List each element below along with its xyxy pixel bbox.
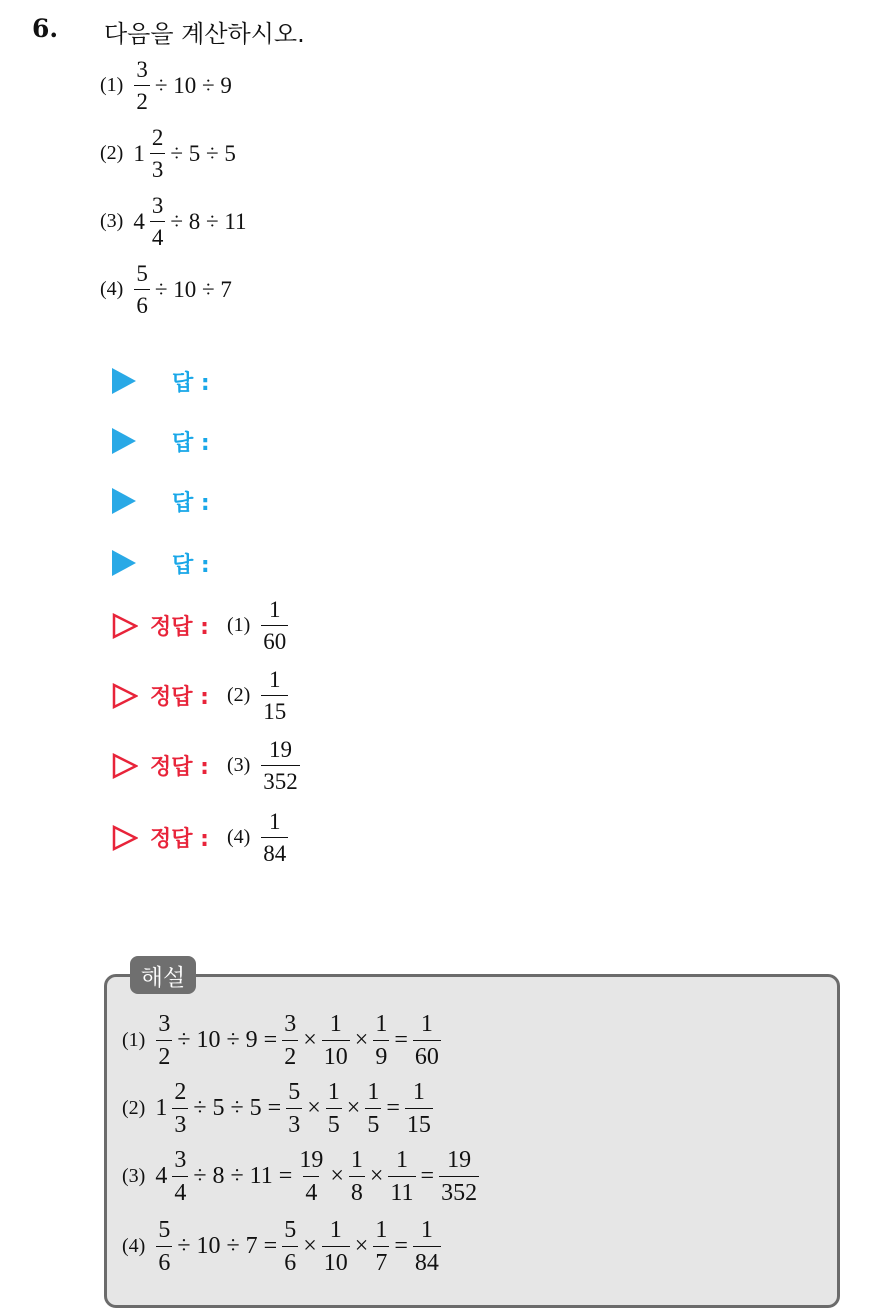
play-triangle-icon — [112, 428, 136, 454]
outline-triangle-icon — [112, 753, 138, 779]
fraction: $\frac{2}{3}$ — [174, 1079, 187, 1138]
solution-title: 해설 — [130, 956, 196, 994]
fraction: $\frac{1}{10}$ — [323, 1217, 348, 1276]
whole-part: 1 — [133, 140, 145, 166]
correct-answer-1 — [112, 598, 291, 653]
correct-value: (3) $\frac{19}{352}$ — [226, 737, 298, 794]
solution-line-1: (1) $\frac{3}{2}$ ÷ 10 ÷ 9 = $\frac{3}{2}$ × $\frac{1}{10}$ × $\frac{1}{9}$ = $\frac{1}{60}$ — [122, 1011, 439, 1070]
problem-operations: ÷ 10 ÷ 9 — [154, 72, 232, 98]
correct-tag: 정답 : — [150, 685, 209, 710]
play-triangle-icon — [112, 550, 136, 576]
outline-triangle-icon — [112, 825, 138, 851]
outline-triangle-icon — [112, 613, 138, 639]
fraction: $\frac{1}{11}$ — [390, 1147, 414, 1206]
problem-3 — [100, 194, 248, 249]
fraction: $\frac{1}{8}$ — [350, 1147, 363, 1206]
fraction: $\frac{5}{6}$ — [284, 1217, 297, 1276]
problem-1 — [100, 58, 234, 113]
correct-tag: 정답 : — [150, 615, 209, 640]
fraction: $\frac{1}{7}$ — [375, 1217, 388, 1276]
fraction: $\frac{1}{60}$ — [263, 597, 287, 654]
correct-tag: 정답 : — [150, 755, 209, 780]
problem-label: (1) — [100, 74, 124, 96]
fraction: $\frac{1}{15}$ — [406, 1079, 431, 1138]
fraction: $\frac{19}{352}$ — [263, 737, 298, 794]
answer-row-3 — [112, 486, 210, 516]
fraction: $\frac{2}{3}$ — [151, 125, 164, 182]
correct-value: (1) $\frac{1}{60}$ — [226, 597, 287, 654]
fraction: $\frac{1}{10}$ — [323, 1011, 348, 1070]
fraction: $\frac{5}{6}$ — [158, 1217, 171, 1276]
correct-answer-4 — [112, 810, 291, 865]
answer-label: 답 : — [172, 490, 210, 516]
answer-row-1 — [112, 366, 210, 396]
fraction: $\frac{1}{84}$ — [414, 1217, 439, 1276]
correct-answer-2 — [112, 668, 291, 723]
answer-label: 답 : — [172, 430, 210, 456]
problem-2 — [100, 126, 238, 181]
problem-operations: ÷ 5 ÷ 5 — [170, 140, 236, 166]
fraction: $\frac{5}{6}$ — [136, 261, 148, 318]
problem-label: (2) — [100, 142, 124, 164]
fraction: $\frac{19}{352}$ — [441, 1147, 478, 1206]
fraction: $\frac{1}{60}$ — [414, 1011, 439, 1070]
question-text: 다음을 계산하시오. — [104, 20, 305, 48]
question-number: 6. — [32, 14, 59, 43]
fraction: $\frac{3}{4}$ — [174, 1147, 187, 1206]
problem-label: (4) — [100, 278, 124, 300]
solution-line-4: (4) $\frac{5}{6}$ ÷ 10 ÷ 7 = $\frac{5}{6}$ × $\frac{1}{10}$ × $\frac{1}{7}$ = $\frac{1}{84}$ — [122, 1217, 439, 1276]
play-triangle-icon — [112, 488, 136, 514]
fraction: $\frac{3}{2}$ — [284, 1011, 297, 1070]
fraction: $\frac{19}{4}$ — [299, 1147, 324, 1206]
solution-line-2: (2) 1 $\frac{2}{3}$ ÷ 5 ÷ 5 = $\frac{5}{3}$ × $\frac{1}{5}$ × $\frac{1}{5}$ = $\frac{1}{15}$ — [122, 1079, 431, 1138]
correct-value: (2) $\frac{1}{15}$ — [226, 667, 287, 724]
play-triangle-icon — [112, 368, 136, 394]
problem-operations: ÷ 8 ÷ 11 — [170, 208, 247, 234]
correct-value: (4) $\frac{1}{84}$ — [226, 809, 287, 866]
answer-label: 답 : — [172, 552, 210, 578]
fraction: $\frac{1}{5}$ — [327, 1079, 340, 1138]
answer-label: 답 : — [172, 370, 210, 396]
solution-line-3: (3) 4 $\frac{3}{4}$ ÷ 8 ÷ 11 = $\frac{19}{4}$ × $\frac{1}{8}$ × $\frac{1}{11}$ = $\frac{19}{352}$ — [122, 1147, 478, 1206]
answer-row-4 — [112, 548, 210, 578]
problem-operations: ÷ 10 ÷ 7 — [154, 276, 232, 302]
correct-tag: 정답 : — [150, 827, 209, 852]
outline-triangle-icon — [112, 683, 138, 709]
problem-4 — [100, 262, 234, 317]
fraction: $\frac{3}{2}$ — [158, 1011, 171, 1070]
whole-part: 4 — [133, 208, 145, 234]
correct-answer-3 — [112, 738, 303, 793]
fraction: $\frac{3}{4}$ — [151, 193, 164, 250]
fraction: $\frac{5}{3}$ — [288, 1079, 301, 1138]
problem-label: (3) — [100, 210, 124, 232]
fraction: $\frac{3}{2}$ — [136, 57, 148, 114]
answer-row-2 — [112, 426, 210, 456]
fraction: $\frac{1}{84}$ — [263, 809, 287, 866]
fraction: $\frac{1}{5}$ — [367, 1079, 380, 1138]
fraction: $\frac{1}{15}$ — [263, 667, 287, 724]
fraction: $\frac{1}{9}$ — [375, 1011, 388, 1070]
